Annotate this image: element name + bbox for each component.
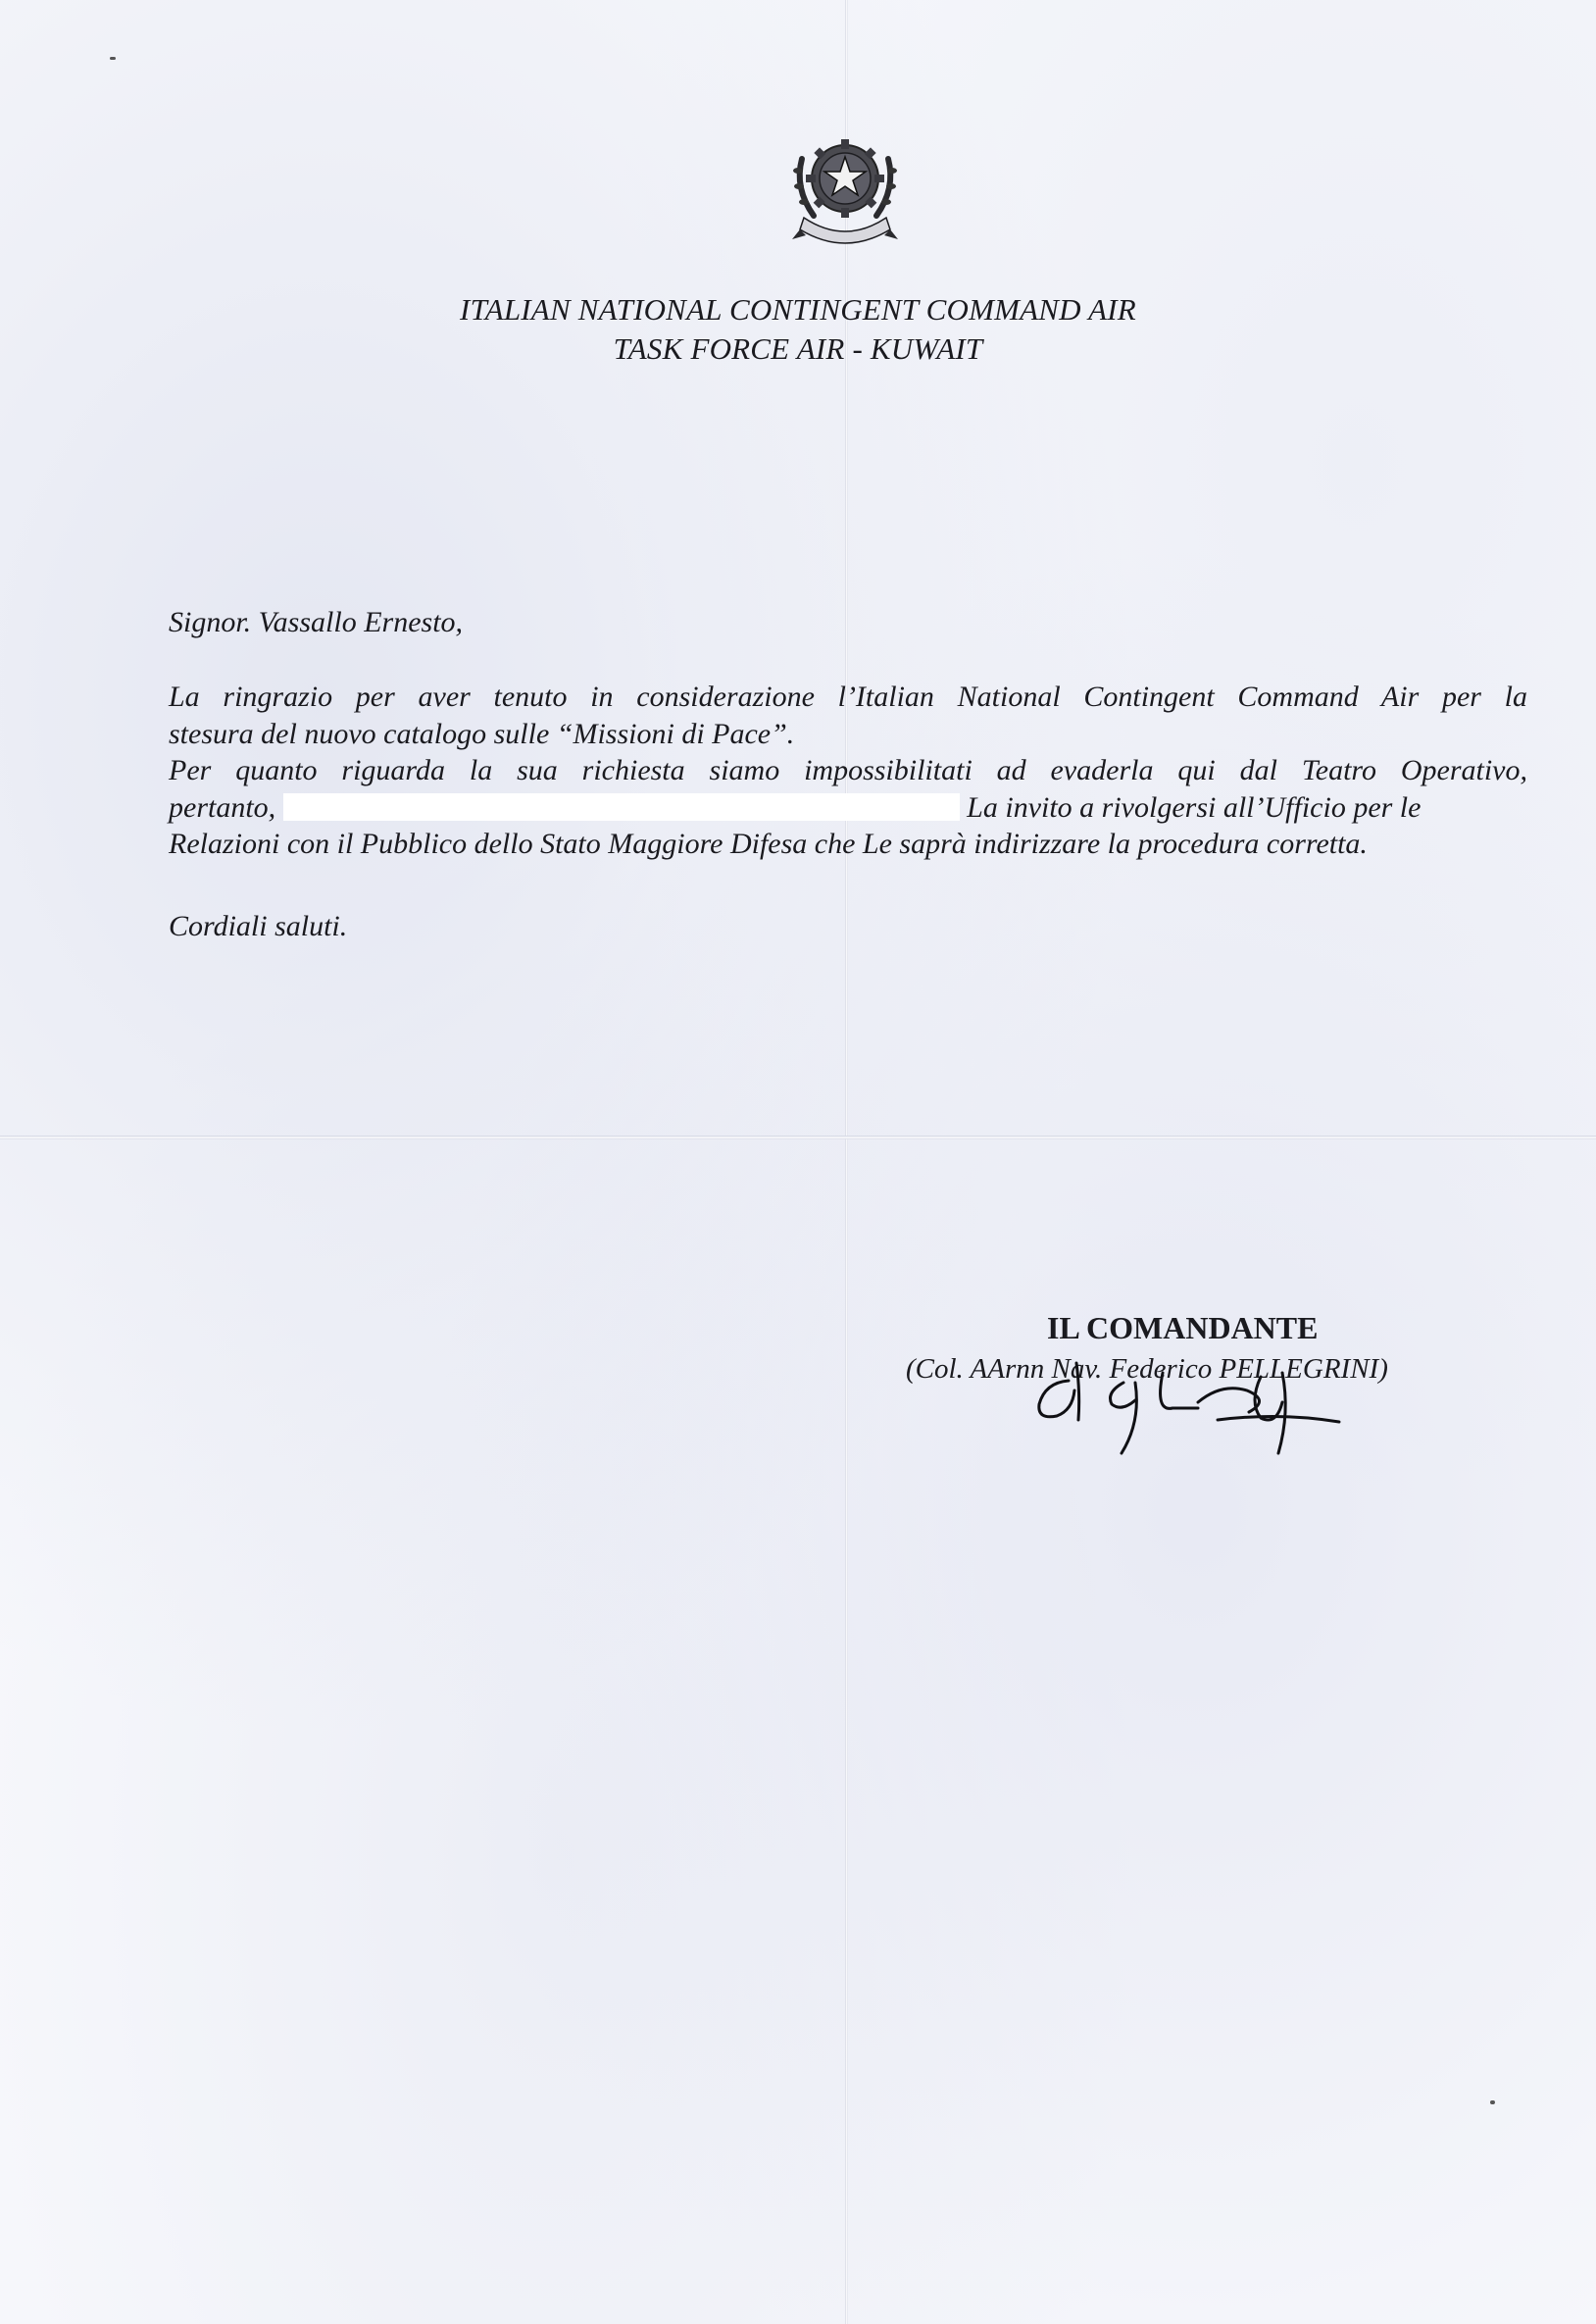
signer-name: (Col. AArnn Nav. Federico PELLEGRINI) <box>906 1353 1388 1385</box>
body-line: Per quanto riguarda la sua richiesta siamo impossibilitati ad evaderla qui dal Teatro Operativo, <box>169 754 1527 786</box>
redacted-text-block <box>283 793 960 821</box>
paper-speck <box>110 57 116 60</box>
italian-republic-emblem-icon <box>784 120 906 249</box>
header-line-1: ITALIAN NATIONAL CONTINGENT COMMAND AIR <box>460 292 1136 327</box>
body-line-with-redaction <box>169 789 1527 827</box>
closing: Cordiali saluti. <box>169 910 348 942</box>
horizontal-fold-line <box>0 1136 1596 1139</box>
handwritten-signature-icon <box>1025 1343 1359 1461</box>
salutation: Signor. Vassallo Ernesto, <box>169 606 464 638</box>
body-line: Relazioni con il Pubblico dello Stato Maggiore Difesa che Le saprà indirizzare la procedura corretta. <box>169 828 1368 860</box>
signer-title: IL COMANDANTE <box>1047 1310 1319 1345</box>
body-line: La ringrazio per aver tenuto in considerazione l’Italian National Contingent Command Air per la <box>169 681 1527 713</box>
paper-speck <box>1490 2100 1495 2104</box>
body-text: La invito a rivolgersi all’Ufficio per le <box>967 790 1421 824</box>
header-line-2: TASK FORCE AIR - KUWAIT <box>613 331 983 366</box>
body-line: stesura del nuovo catalogo sulle “Missioni di Pace”. <box>169 717 795 750</box>
body-text: pertanto, <box>169 790 276 824</box>
letter-body <box>169 679 1527 863</box>
